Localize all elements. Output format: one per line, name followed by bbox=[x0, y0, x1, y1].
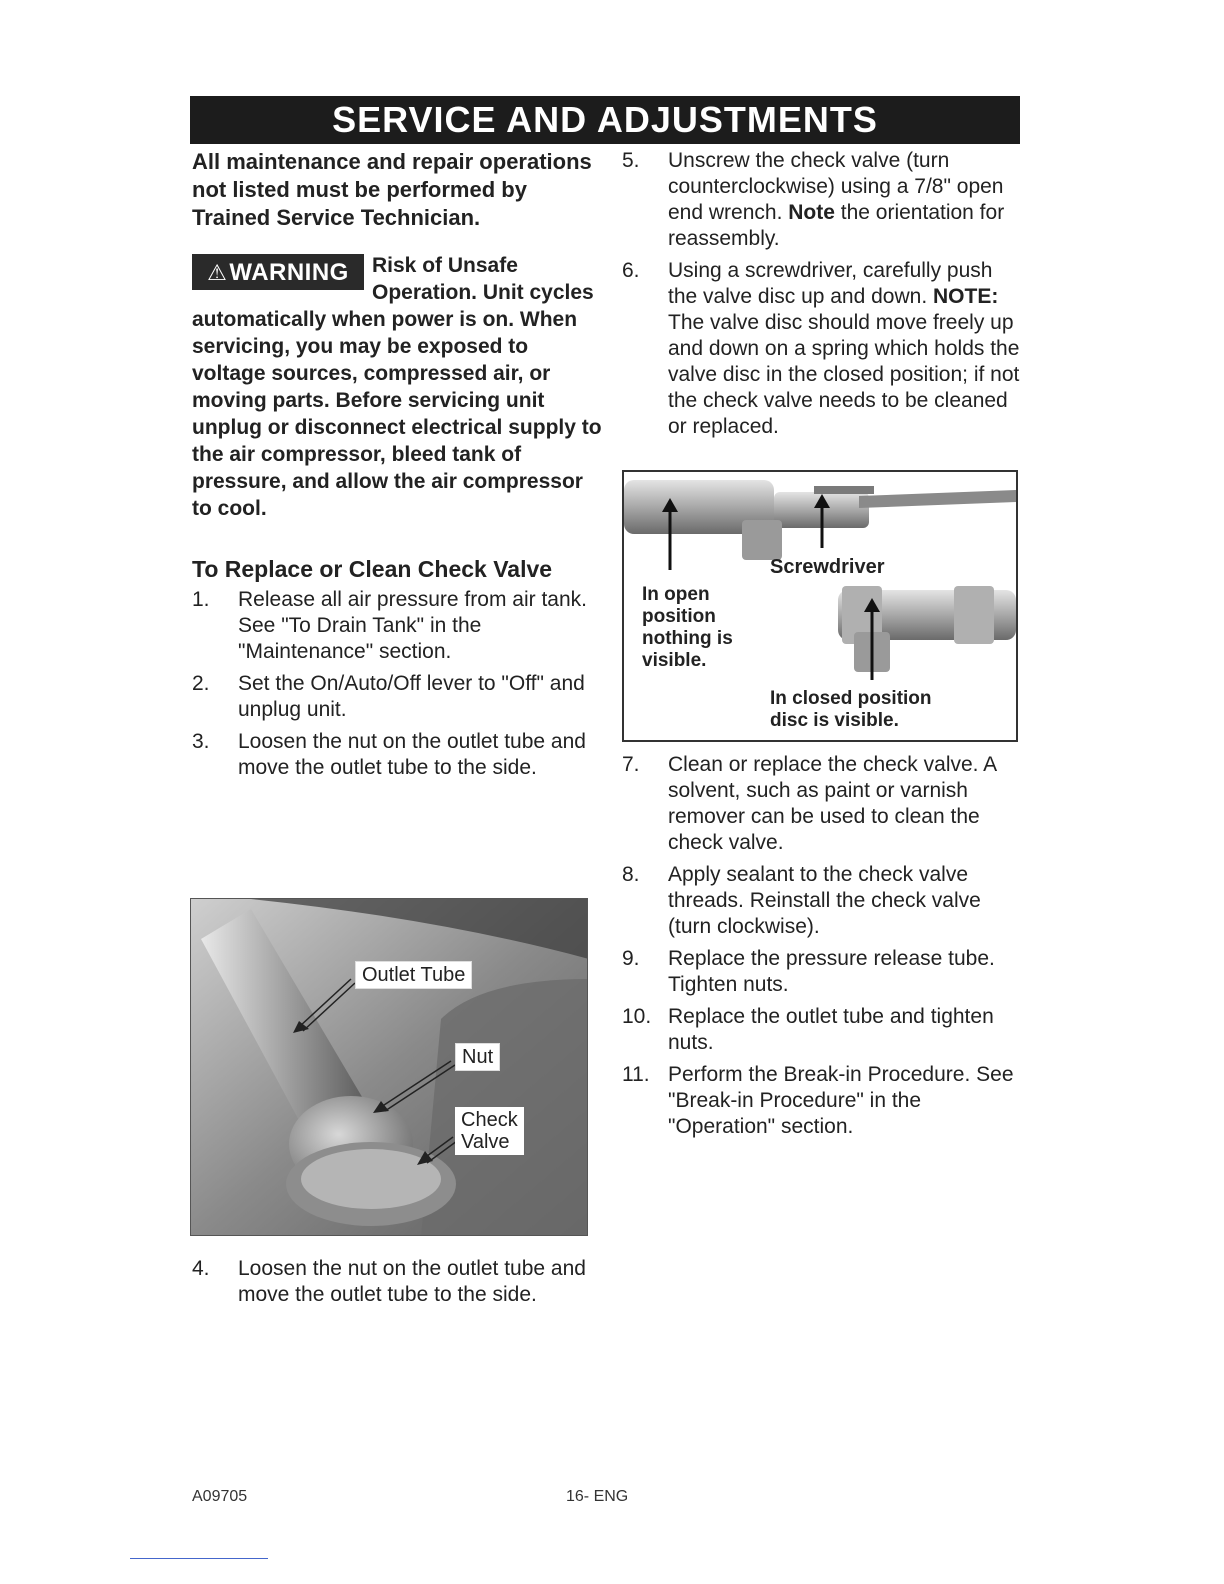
label-check-valve: Check Valve bbox=[455, 1107, 524, 1155]
warning-text: Risk of Unsafe Operation. Unit cycles automatically when power is on. When servicing, you may be exposed to voltage sources, compressed air, or moving parts. Before servicing unit unplug or disconnect electrical supply to the air compressor, bleed tank of pressure, and allow the air compressor to cool. bbox=[192, 254, 602, 520]
section-banner bbox=[190, 96, 1020, 144]
label-screwdriver: Screwdriver bbox=[770, 556, 885, 578]
list-item: 2. Set the On/Auto/Off lever to "Off" and unplug unit. bbox=[192, 672, 585, 721]
list-item: 4. Loosen the nut on the outlet tube and move the outlet tube to the side. bbox=[192, 1257, 586, 1306]
check-valve-photo-illustration bbox=[191, 899, 588, 1236]
warning-badge bbox=[192, 254, 364, 290]
warning-badge-label: WARNING bbox=[229, 258, 349, 286]
steps-list-left bbox=[192, 587, 602, 781]
footer-code: A09705 bbox=[192, 1488, 248, 1505]
footer-page-number: 16- ENG bbox=[566, 1488, 629, 1505]
intro-text: All maintenance and repair operations not listed must be performed by Trained Service Technician. bbox=[192, 149, 592, 230]
list-item: 8. Apply sealant to the check valve threads. Reinstall the check valve (turn clockwise). bbox=[622, 863, 981, 938]
steps-list-right-bottom bbox=[622, 752, 1022, 1140]
footer-divider bbox=[130, 1558, 268, 1559]
page-title: SERVICE AND ADJUSTMENTS bbox=[332, 99, 878, 140]
right-column-bottom bbox=[622, 752, 1022, 1146]
list-item: 7. Clean or replace the check valve. A solvent, such as paint or varnish remover can be used to clean the check valve. bbox=[622, 753, 997, 854]
figure-check-valve-positions bbox=[622, 470, 1018, 742]
left-column bbox=[192, 148, 602, 787]
list-item: 11. Perform the Break-in Procedure. See "Break-in Procedure" in the "Operation" section. bbox=[622, 1063, 1014, 1138]
label-closed-position: In closed position disc is visible. bbox=[770, 688, 932, 731]
right-column bbox=[622, 148, 1022, 446]
warning-block bbox=[192, 252, 602, 522]
figure-outlet-tube-photo bbox=[190, 898, 588, 1236]
steps-list-left-bottom bbox=[192, 1256, 602, 1314]
list-item: 6. Using a screwdriver, carefully push the valve disc up and down. NOTE: The valve disc should move freely up and down on a spring which holds the valve disc in the closed position; if not the check valve needs to be cleaned or replaced. bbox=[622, 259, 1020, 438]
list-item: 10. Replace the outlet tube and tighten nuts. bbox=[622, 1005, 994, 1054]
label-open-position: In open position nothing is visible. bbox=[642, 584, 733, 671]
label-nut: Nut bbox=[455, 1043, 500, 1071]
warning-triangle-icon: ⚠ bbox=[207, 259, 228, 285]
list-item: 5. Unscrew the check valve (turn counterclockwise) using a 7/8" open end wrench. Note the orientation for reassembly. bbox=[622, 149, 1005, 250]
list-item: 9. Replace the pressure release tube. Tighten nuts. bbox=[622, 947, 995, 996]
steps-list-right-top bbox=[622, 148, 1022, 440]
section-heading: To Replace or Clean Check Valve bbox=[192, 556, 553, 582]
list-item: 3. Loosen the nut on the outlet tube and move the outlet tube to the side. bbox=[192, 730, 586, 779]
label-outlet-tube: Outlet Tube bbox=[355, 961, 472, 989]
list-item: 1. Release all air pressure from air tank. See "To Drain Tank" in the "Maintenance" section. bbox=[192, 588, 587, 663]
